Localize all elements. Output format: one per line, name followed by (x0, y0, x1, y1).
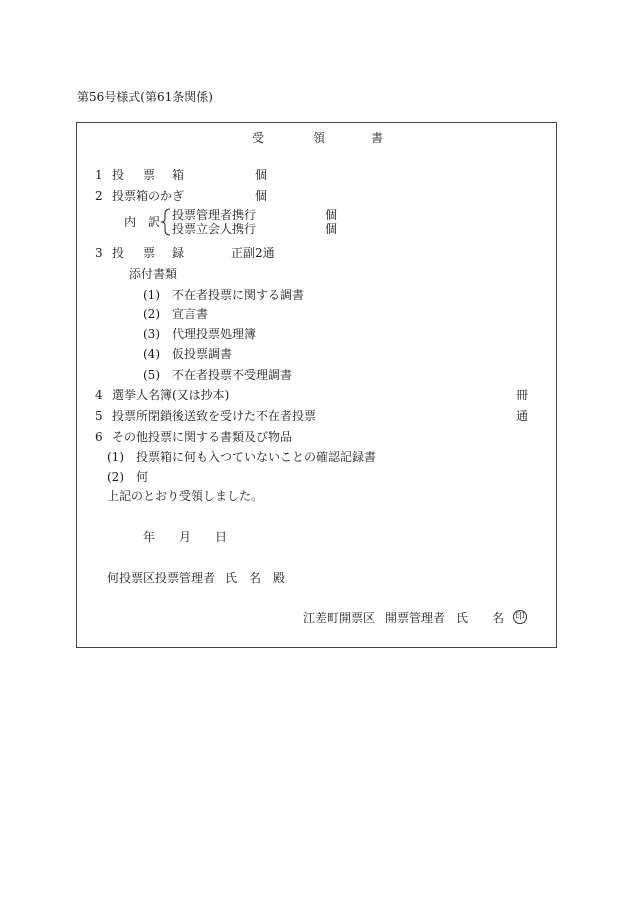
item-3-char-2: 票 (143, 246, 156, 260)
form-title-char-3: 書 (371, 131, 384, 145)
date-year: 年 (143, 530, 156, 544)
item-4-label: 選挙人名簿(又は抄本) (112, 388, 230, 402)
item-1-unit: 個 (255, 168, 268, 182)
addressee-name-char-1: 氏 (225, 571, 238, 585)
item-3-char-3: 録 (172, 246, 185, 260)
item-1-number: 1 (95, 168, 103, 182)
attached-docs-label: 添付書類 (129, 267, 178, 281)
form-title-char-1: 受 (252, 131, 265, 145)
item-5-label: 投票所閉鎖後送致を受けた不在者投票 (112, 409, 317, 423)
receipt-statement: 上記のとおり受領しました。 (107, 489, 264, 503)
item-2-number: 2 (95, 189, 103, 203)
attached-doc-4-label: 仮投票調書 (172, 347, 233, 361)
item-4-unit: 冊 (516, 388, 529, 402)
item-6-sub-1-number: (1) (107, 450, 124, 464)
attached-doc-5-number: (5) (143, 368, 160, 382)
item-1-char-2: 票 (143, 168, 156, 182)
signer-name-char-2: 名 (492, 611, 505, 625)
form-title-char-2: 領 (313, 131, 326, 145)
item-6-sub-1-label: 投票箱に何も入つていないことの確認記録書 (136, 450, 377, 464)
signer-name-char-1: 氏 (456, 611, 469, 625)
item-3-number: 3 (95, 246, 103, 260)
addressee-honorific: 殿 (273, 571, 286, 585)
addressee-name-char-2: 名 (249, 571, 262, 585)
breakdown-char-1: 内 (124, 215, 137, 229)
attached-doc-2-number: (2) (143, 307, 160, 321)
item-2-unit: 個 (255, 189, 268, 203)
breakdown-row-2-unit: 個 (325, 222, 338, 236)
item-3-value: 正副2通 (231, 246, 275, 260)
signer-role: 開票管理者 (385, 611, 446, 625)
addressee-org: 何投票区投票管理者 (107, 571, 216, 585)
item-6-number: 6 (95, 430, 103, 444)
date-day: 日 (215, 530, 228, 544)
attached-doc-3-label: 代理投票処理簿 (172, 327, 257, 341)
item-6-sub-2-number: (2) (107, 470, 124, 484)
date-month: 月 (179, 530, 192, 544)
item-2-label: 投票箱のかぎ (112, 189, 185, 203)
attached-doc-4-number: (4) (143, 347, 160, 361)
breakdown-row-1-unit: 個 (325, 208, 338, 222)
breakdown-row-2-label: 投票立会人携行 (172, 222, 257, 236)
item-1-char-1: 投 (112, 168, 125, 182)
breakdown-char-2: 訳 (148, 215, 161, 229)
attached-doc-3-number: (3) (143, 327, 160, 341)
signer-org: 江差町開票区 (303, 611, 376, 625)
curly-brace (160, 208, 172, 236)
item-3-char-1: 投 (112, 246, 125, 260)
seal-stamp: 印 (513, 610, 527, 624)
attached-doc-2-label: 宣言書 (172, 307, 209, 321)
item-6-sub-2-label: 何 (136, 470, 149, 484)
breakdown-row-1-label: 投票管理者携行 (172, 208, 257, 222)
item-6-label: その他投票に関する書類及び物品 (112, 430, 293, 444)
item-1-char-3: 箱 (172, 168, 185, 182)
item-5-unit: 通 (516, 409, 529, 423)
item-5-number: 5 (95, 409, 103, 423)
item-4-number: 4 (95, 388, 103, 402)
form-number: 第56号様式(第61条関係) (77, 90, 213, 104)
attached-doc-1-label: 不在者投票に関する調書 (172, 288, 305, 302)
attached-doc-5-label: 不在者投票不受理調書 (172, 368, 293, 382)
attached-doc-1-number: (1) (143, 288, 160, 302)
